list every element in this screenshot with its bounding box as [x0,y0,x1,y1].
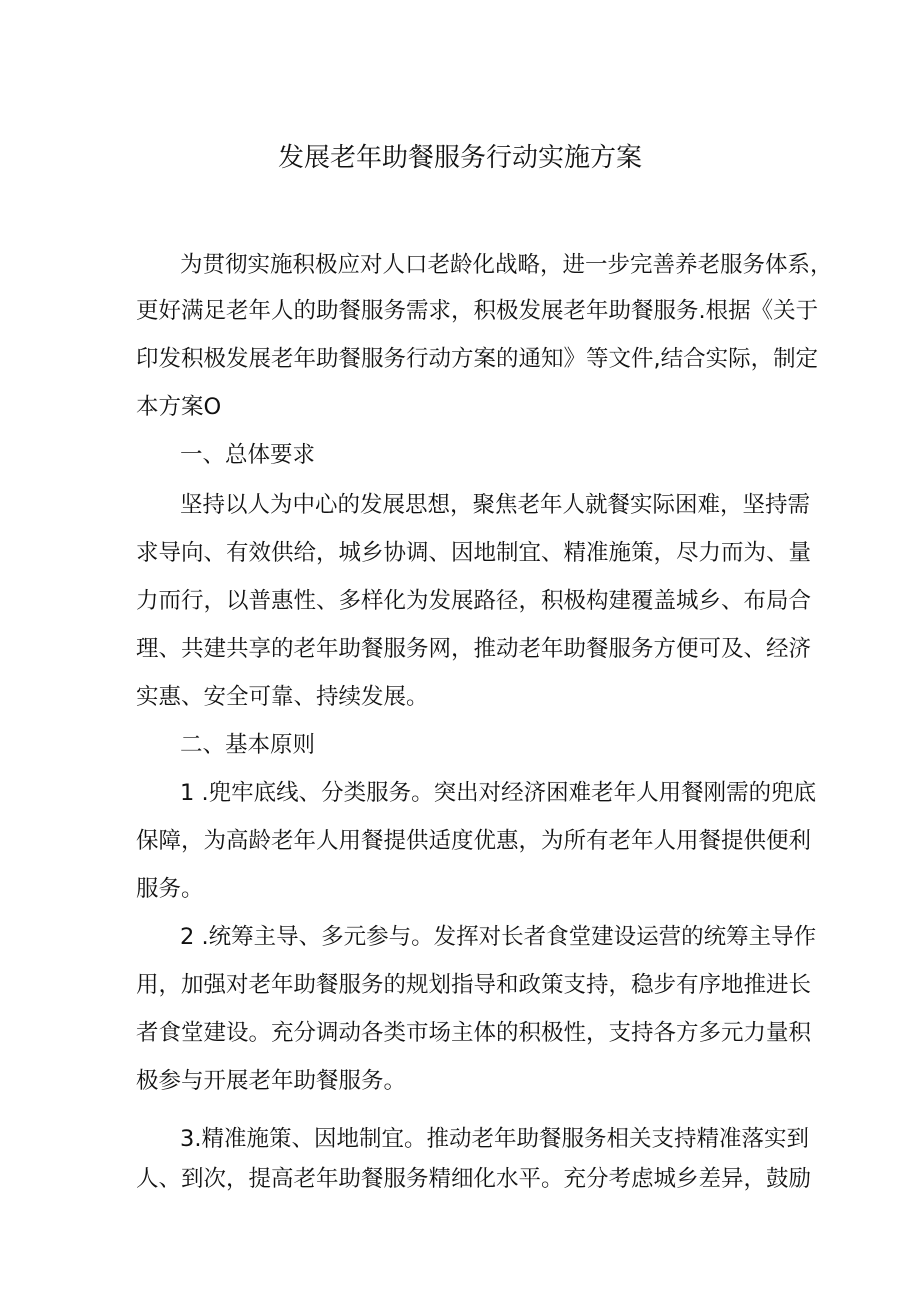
paragraph-line: 求导向、有效供给，城乡协调、因地制宜、精准施策，尽力而为、量 [136,540,812,566]
paragraph-line: 为贯彻实施积极应对人口老龄化战略，进一步完善养老服务体系， [180,252,833,278]
paragraph-line: 理、共建共享的老年助餐服务网，推动老年助餐服务方便可及、经济 [136,636,812,662]
paragraph-line: 力而行，以普惠性、多样化为发展路径，积极构建覆盖城乡、布局合 [136,588,812,614]
paragraph-line: 1 .兜牢底线、分类服务。突出对经济困难老年人用餐刚需的兜底 [180,780,817,806]
section-heading: 二、基本原则 [180,732,316,758]
paragraph-line: 坚持以人为中心的发展思想，聚焦老年人就餐实际困难，坚持需 [180,492,811,518]
paragraph-line: 印发积极发展老年助餐服务行动方案的通知》等文件,结合实际，制定 [136,346,819,372]
paragraph-line: 本方案O [136,394,222,420]
paragraph-line: 3.精准施策、因地制宜。推动老年助餐服务相关支持精准落实到 [180,1126,809,1152]
paragraph-line: 人、到次，提高老年助餐服务精细化水平。充分考虑城乡差异，鼓励 [136,1166,812,1192]
paragraph-line: 实惠、安全可靠、持续发展。 [136,684,429,710]
paragraph-line: 极参与开展老年助餐服务。 [136,1068,407,1094]
document-title: 发展老年助餐服务行动实施方案 [277,143,642,173]
section-heading: 一、总体要求 [180,442,316,468]
paragraph-line: 者食堂建设。充分调动各类市场主体的积极性，支持各方多元力量积 [136,1020,812,1046]
paragraph-line: 更好满足老年人的助餐服务需求，积极发展老年助餐服务.根据《关于 [136,298,819,324]
paragraph-line: 2 .统筹主导、多元参与。发挥对长者食堂建设运营的统筹主导作 [180,924,817,950]
paragraph-line: 服务。 [136,876,204,902]
paragraph-line: 保障，为高龄老年人用餐提供适度优惠，为所有老年人用餐提供便利 [136,828,812,854]
paragraph-line: 用，加强对老年助餐服务的规划指导和政策支持，稳步有序地推进长 [136,972,812,998]
